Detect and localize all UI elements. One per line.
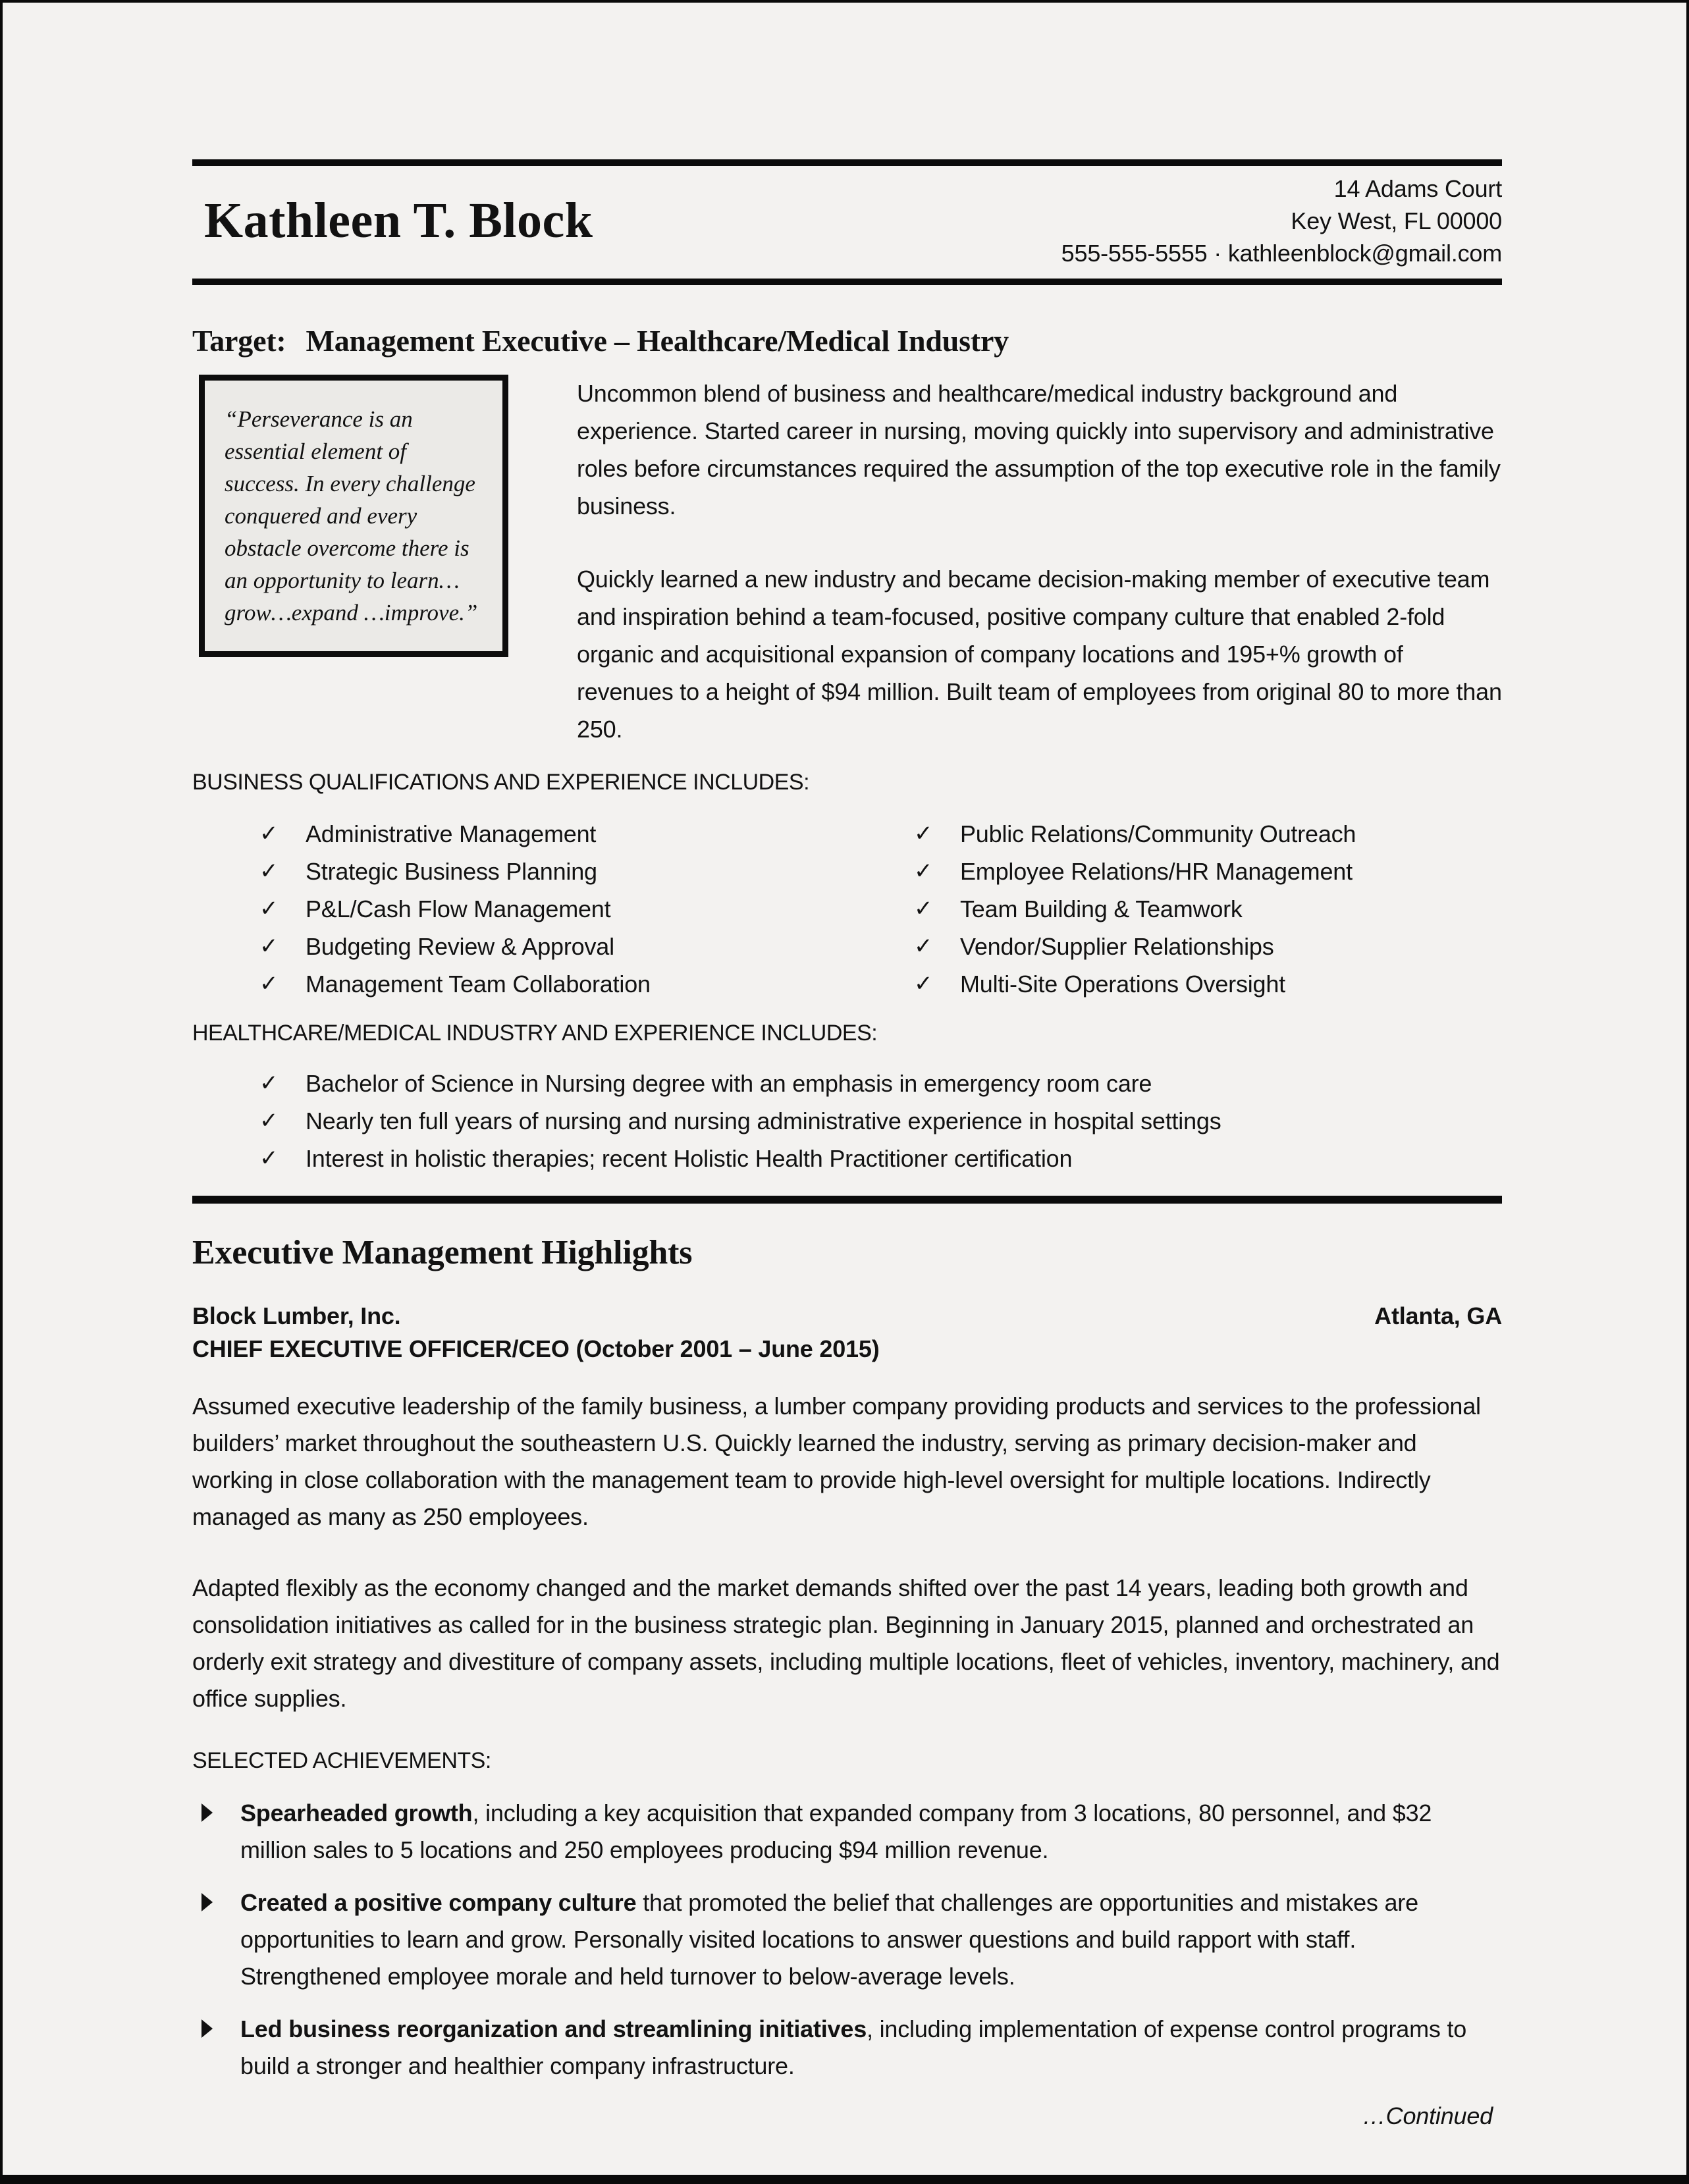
summary-paragraph: Quickly learned a new industry and became decision-making member of executive team and inspiration behind a team-focused, positive company culture that enabled 2-fold organic and acquisitional expansion of company locations and 195+% growth of revenues to a height of $94 million. Built team of employees from original 80 to more than 250.: [577, 566, 1502, 743]
achievement-item: [192, 1795, 1502, 1869]
job-title: CHIEF EXECUTIVE OFFICER/CEO (October 2001 – June 2015): [192, 1335, 880, 1362]
page-title: Kathleen T. Block: [204, 192, 593, 248]
check-icon: ✓: [259, 934, 279, 959]
check-icon: ✓: [259, 1108, 279, 1133]
check-icon: ✓: [914, 896, 933, 921]
list-item-label: Public Relations/Community Outreach: [960, 820, 1356, 847]
target-label: Target:: [192, 324, 286, 358]
achievement-body: that promoted the belief that challenges are opportunities and mistakes are opportunities to learn and grow. Personally visited locations to answer questions and build rapport with staff. Strengthened employee morale and held turnover to below-average levels.: [240, 1889, 1418, 1990]
list-item-label: Vendor/Supplier Relationships: [960, 933, 1274, 960]
resume-content: [3, 3, 1686, 2132]
section-title: Executive Management Highlights: [192, 1234, 693, 1271]
target-heading: [192, 323, 1502, 359]
list-item-label: Bachelor of Science in Nursing degree with an emphasis in emergency room care: [306, 1070, 1152, 1097]
achievement-lead: Spearheaded growth: [240, 1799, 473, 1826]
check-icon: ✓: [259, 1146, 279, 1171]
check-icon: ✓: [259, 859, 279, 884]
achievement-text: [240, 1884, 1502, 1995]
list-item: [192, 965, 914, 1003]
achievement-body: , including implementation of expense control programs to build a stronger and healthier company infrastructure.: [240, 2015, 1467, 2079]
check-icon: ✓: [259, 971, 279, 996]
selected-achievements-label: SELECTED ACHIEVEMENTS:: [192, 1748, 491, 1773]
highlights-paragraph: Adapted flexibly as the economy changed and the market demands shifted over the past 14 years, leading both growth and consolidation initiatives as called for in the business strategic plan. Beginning in January 2015, planned and orchestrated an orderly exit strategy and divestiture of company assets, including multiple locations, fleet of vehicles, inventory, machinery, and office supplies.: [192, 1574, 1500, 1712]
triangle-bullet-icon: [201, 2019, 213, 2038]
summary-paragraphs: [577, 375, 1502, 748]
list-item: [192, 815, 914, 853]
list-item: [192, 853, 914, 890]
achievement-text: [240, 1795, 1502, 1869]
list-item-label: P&L/Cash Flow Management: [306, 895, 611, 922]
achievement-lead: Led business reorganization and streamlining initiatives: [240, 2015, 867, 2042]
achievements-list: [192, 1795, 1502, 2085]
summary-section: [192, 375, 1502, 748]
summary-paragraph: Uncommon blend of business and healthcare/medical industry background and experience. Started career in nursing, moving quickly into supervisory and administrative roles before circumstances required the assumption of the top executive role in the family business.: [577, 380, 1501, 519]
triangle-bullet-icon: [201, 1893, 213, 1911]
achievement-lead: Created a positive company culture: [240, 1889, 637, 1916]
contact-block: [1061, 173, 1502, 269]
list-item: [914, 890, 1502, 928]
achievement-body: , including a key acquisition that expanded company from 3 locations, 80 personnel, and $32 million sales to 5 locations and 250 employees producing $94 million revenue.: [240, 1799, 1432, 1863]
check-icon: ✓: [914, 821, 933, 846]
business-list-left-column: [192, 815, 914, 1003]
check-icon: ✓: [259, 821, 279, 846]
achievement-item: [192, 2011, 1502, 2085]
section-divider-rule: [192, 1196, 1502, 1204]
check-icon: ✓: [914, 971, 933, 996]
quote-box: [199, 375, 508, 657]
header-bottom-rule: [192, 279, 1502, 285]
quote-text: “Perseverance is an essential element of success. In every challenge conquered and every obstacle overcome there is an opportunity to learn…grow…expand …improve.”: [225, 406, 478, 626]
list-item-label: Management Team Collaboration: [306, 971, 651, 998]
list-item-label: Team Building & Teamwork: [960, 895, 1243, 922]
triangle-bullet-icon: [201, 1803, 213, 1822]
list-item-label: Nearly ten full years of nursing and nursing administrative experience in hospital settings: [306, 1107, 1221, 1134]
list-item: [914, 853, 1502, 890]
achievement-text: [240, 2011, 1502, 2085]
list-item: [914, 928, 1502, 965]
healthcare-label: HEALTHCARE/MEDICAL INDUSTRY AND EXPERIENCE INCLUDES:: [192, 1021, 878, 1046]
company-location: Atlanta, GA: [1374, 1302, 1502, 1329]
highlights-paragraph: Assumed executive leadership of the family business, a lumber company providing products and services to the professional builders’ market throughout the southeastern U.S. Quickly learned the industry, serving as primary decision-maker and working in close collaboration with the management team to provide high-level oversight for multiple locations. Indirectly managed as many as 250 employees.: [192, 1393, 1481, 1530]
header: [192, 166, 1502, 279]
list-item-label: Interest in holistic therapies; recent Holistic Health Practitioner certification: [306, 1145, 1073, 1172]
list-item-label: Administrative Management: [306, 820, 597, 847]
business-list-right-column: [914, 815, 1502, 1003]
list-item-label: Budgeting Review & Approval: [306, 933, 614, 960]
contact-city-line: Key West, FL 00000: [1291, 207, 1502, 234]
list-item-label: Employee Relations/HR Management: [960, 858, 1353, 885]
healthcare-list: [192, 1065, 1502, 1177]
list-item: [192, 1140, 1502, 1177]
list-item-label: Strategic Business Planning: [306, 858, 597, 885]
business-qualifications-label: BUSINESS QUALIFICATIONS AND EXPERIENCE INCLUDES:: [192, 770, 810, 795]
list-item: [914, 815, 1502, 853]
header-top-rule: [192, 159, 1502, 166]
target-text: Management Executive – Healthcare/Medical Industry: [306, 324, 1009, 358]
check-icon: ✓: [914, 859, 933, 884]
list-item: [914, 965, 1502, 1003]
contact-address-line: 14 Adams Court: [1333, 175, 1502, 202]
list-item-label: Multi-Site Operations Oversight: [960, 971, 1285, 998]
list-item: [192, 1065, 1502, 1102]
check-icon: ✓: [259, 1071, 279, 1096]
list-item: [192, 928, 914, 965]
check-icon: ✓: [914, 934, 933, 959]
list-item: [192, 890, 914, 928]
list-item: [192, 1102, 1502, 1140]
employer-row: [192, 1301, 1502, 1331]
contact-phone-email-line: 555-555-5555 · kathleenblock@gmail.com: [1061, 240, 1502, 267]
company-name: Block Lumber, Inc.: [192, 1302, 401, 1329]
check-icon: ✓: [259, 896, 279, 921]
continued-note: …Continued: [1362, 2102, 1493, 2129]
achievement-item: [192, 1884, 1502, 1995]
business-qualifications-list: [192, 815, 1502, 1003]
